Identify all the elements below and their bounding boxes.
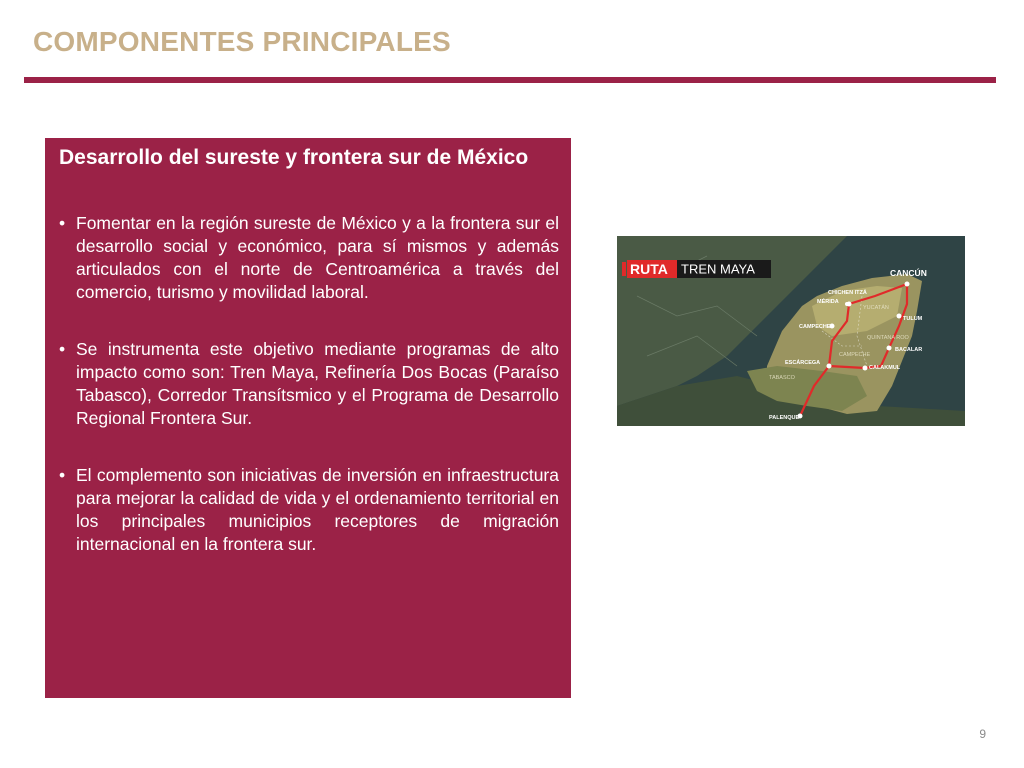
badge-ruta-text: RUTA — [630, 261, 668, 277]
map-graphic — [617, 236, 965, 426]
region-label-quintana-roo: QUINTANA ROO — [867, 335, 909, 341]
station-dot-cancun — [905, 282, 910, 287]
bullet-text: Se instrumenta este objetivo mediante programas de alto impacto como son: Tren Maya, Refinería Dos Bocas (Paraíso Tabasco), Corredor Transítsmico y el Programa de Desarrollo Regional Frontera Sur. — [76, 339, 559, 428]
title-divider — [24, 77, 996, 83]
bullet-item — [59, 338, 559, 430]
city-label-bacalar: BACALAR — [895, 347, 923, 353]
bullet-item — [59, 464, 559, 556]
bullet-marker: • — [59, 213, 66, 233]
city-label-palenque: PALENQUE — [769, 415, 800, 421]
tren-maya-map — [617, 236, 965, 426]
badge-tren-maya-text: TREN MAYA — [681, 261, 755, 277]
bullet-text: El complemento son iniciativas de inversión en infraestructura para mejorar la calidad de vida y el ordenamiento territorial en los principales municipios receptores de migración internacional en la frontera sur. — [76, 465, 559, 554]
station-dot-tulum — [897, 314, 902, 319]
station-dot-escarcega — [827, 364, 832, 369]
page-number: 9 — [979, 727, 986, 741]
bullet-item — [59, 212, 559, 304]
region-label-tabasco: TABASCO — [769, 375, 795, 381]
station-dot-calakmul — [863, 366, 868, 371]
panel-heading: Desarrollo del sureste y frontera sur de México — [59, 146, 529, 169]
city-label-calakmul: CALAKMUL — [869, 365, 901, 371]
city-label-campeche: CAMPECHE — [799, 324, 831, 330]
region-label-yucatan: YUCATÁN — [863, 305, 889, 311]
content-panel — [45, 138, 571, 698]
slide-title: COMPONENTES PRINCIPALES — [33, 26, 451, 57]
city-label-tulum: TULUM — [903, 316, 923, 322]
badge-accent — [622, 262, 626, 276]
station-dot-bacalar — [887, 346, 892, 351]
station-dot-merida — [845, 302, 849, 306]
bullet-marker: • — [59, 465, 66, 485]
city-label-cancun: CANCÚN — [890, 268, 927, 278]
city-label-merida: MÉRIDA — [817, 299, 839, 305]
region-label-campeche: CAMPECHE — [839, 352, 871, 358]
bullet-list — [59, 212, 559, 556]
bullet-text: Fomentar en la región sureste de México y a la frontera sur el desarrollo social y económico, para sí mismos y además articulados con el norte de Centroamérica a través del comercio, turismo y movilidad laboral. — [76, 213, 559, 302]
city-label-escarcega: ESCÁRCEGA — [785, 360, 821, 366]
city-label-chichen: CHICHEN ITZÁ — [828, 290, 867, 296]
bullet-marker: • — [59, 339, 66, 359]
